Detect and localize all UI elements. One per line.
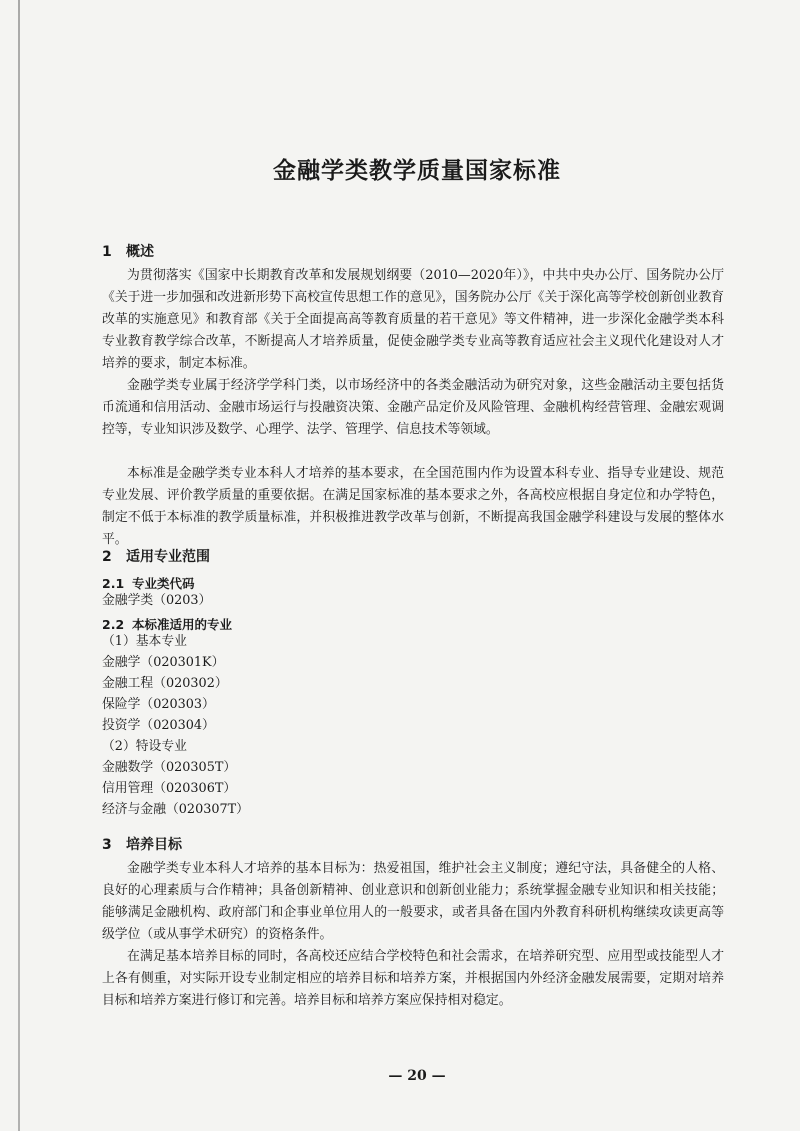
section-heading-3 xyxy=(102,834,182,854)
section-heading-1 xyxy=(102,241,154,261)
document-title: 金融学类教学质量国家标准 xyxy=(273,157,561,184)
list-item: 金融学类（0203） xyxy=(102,593,212,608)
list-item: 经济与金融（020307T） xyxy=(102,802,249,817)
paragraph: 在满足基本培养目标的同时，各高校还应结合学校特色和社会需求，在培养研究型、应用型或技能型人才上各有侧重，对实际开设专业制定相应的培养目标和培养方案，并根据国内外经济金融发展需要，定期对培养目标和培养方案进行修订和完善。培养目标和培养方案应保持相对稳定。 xyxy=(102,949,724,1008)
subsection-title: 专业类代码 xyxy=(132,576,195,591)
section-title: 概述 xyxy=(126,244,154,260)
list-item: 信用管理（020306T） xyxy=(102,781,237,796)
section-title: 培养目标 xyxy=(126,837,182,853)
list-item: 金融学（020301K） xyxy=(102,655,225,670)
list-item: 金融数学（020305T） xyxy=(102,760,237,775)
list-item: 保险学（020303） xyxy=(102,697,215,712)
subsection-number: 2.2 xyxy=(102,617,125,632)
subsection-number: 2.1 xyxy=(102,576,125,591)
page-number: — 20 — xyxy=(388,1068,446,1084)
section-title: 适用专业范围 xyxy=(126,549,210,565)
section-heading-2 xyxy=(102,546,210,566)
scan-edge xyxy=(18,0,20,1131)
section-number: 2 xyxy=(102,549,112,565)
paragraph: 本标准是金融学类专业本科人才培养的基本要求，在全国范围内作为设置本科专业、指导专业建设、规范专业发展、评价教学质量的重要依据。在满足国家标准的基本要求之外，各高校应根据自身定位和办学特色，制定不低于本标准的教学质量标准，并积极推进教学改革与创新，不断提高我国金融学科建设与发展的整体水平。 xyxy=(102,466,724,547)
section-number: 1 xyxy=(102,244,112,260)
list-item: 投资学（020304） xyxy=(102,718,215,733)
subsection-heading-2-2 xyxy=(102,615,232,633)
list-item: （2）特设专业 xyxy=(102,739,187,754)
paragraph: 为贯彻落实《国家中长期教育改革和发展规划纲要（2010—2020年）》，中共中央办公厅、国务院办公厅《关于进一步加强和改进新形势下高校宣传思想工作的意见》，国务院办公厅《关于深化高等学校创新创业教育改革的实施意见》和教育部《关于全面提高高等教育质量的若干意见》等文件精神，进一步深化金融学类本科专业教育教学综合改革，不断提高人才培养质量，促使金融学类专业高等教育适应社会主义现代化建设对人才培养的要求，制定本标准。 xyxy=(102,268,724,371)
paragraph: 金融学类专业属于经济学学科门类，以市场经济中的各类金融活动为研究对象，这些金融活动主要包括货币流通和信用活动、金融市场运行与投融资决策、金融产品定价及风险管理、金融机构经营管理、金融宏观调控等，专业知识涉及数学、心理学、法学、管理学、信息技术等领域。 xyxy=(102,378,724,437)
list-item: 金融工程（020302） xyxy=(102,676,228,691)
subsection-title: 本标准适用的专业 xyxy=(132,617,233,632)
paragraph: 金融学类专业本科人才培养的基本目标为：热爱祖国，维护社会主义制度；遵纪守法，具备健全的人格、良好的心理素质与合作精神；具备创新精神、创业意识和创新创业能力；系统掌握金融专业知识和相关技能；能够满足金融机构、政府部门和企事业单位用人的一般要求，或者具备在国内外教育科研机构继续攻读更高等级学位（或从事学术研究）的资格条件。 xyxy=(102,861,724,942)
section-number: 3 xyxy=(102,837,112,853)
list-item: （1）基本专业 xyxy=(102,634,187,649)
subsection-heading-2-1 xyxy=(102,574,195,592)
